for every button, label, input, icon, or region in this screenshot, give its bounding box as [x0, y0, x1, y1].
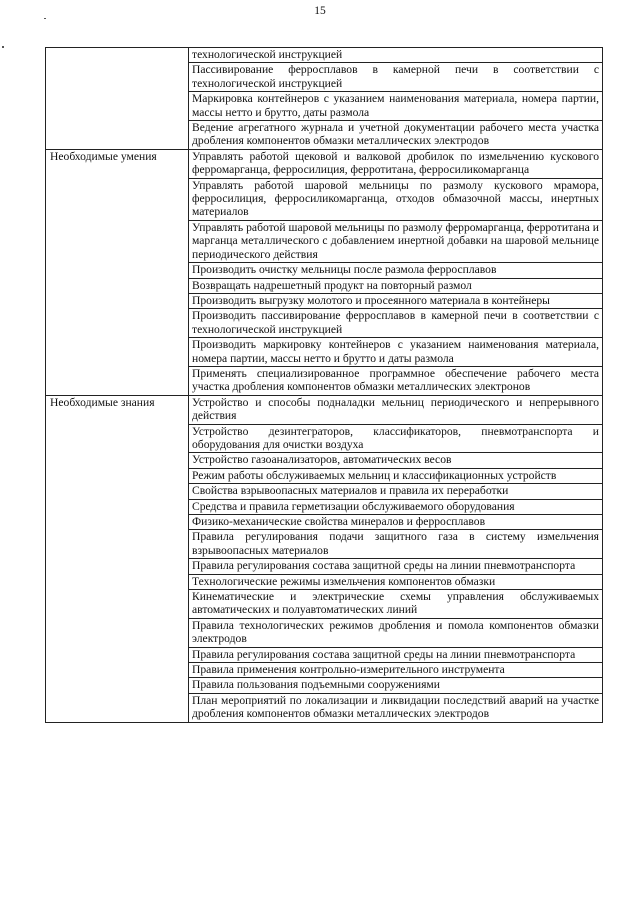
table-cell: Управлять работой шаровой мельницы по размолу кускового мрамора, ферросилиция, ферросиликомарганца, отходов обмазочной массы, инертных материалов — [189, 178, 603, 220]
table-cell: Возвращать надрешетный продукт на повторный размол — [189, 278, 603, 293]
table-cell: Управлять работой шаровой мельницы по размолу ферромарганца, ферротитана и марганца металлического с добавлением инертной добавки на шаровой мельнице периодического действия — [189, 220, 603, 262]
table-cell: Управлять работой щековой и валковой дробилок по измельчению кускового ферромарганца, ферросилиция, ферротитана, ферросиликомарганца — [189, 149, 603, 178]
table-cell: Применять специализированное программное обеспечение рабочего места участка дробления компонентов обмазки металлических электронов — [189, 366, 603, 395]
group-label: Необходимые знания — [46, 395, 189, 722]
group-label — [46, 48, 189, 150]
table-cell: Устройство газоанализаторов, автоматических весов — [189, 453, 603, 468]
group-label: Необходимые умения — [46, 149, 189, 395]
page-number: 15 — [314, 5, 326, 17]
table-cell: Физико-механические свойства минералов и ферросплавов — [189, 515, 603, 530]
table-cell: Правила регулирования подачи защитного газа в систему измельчения взрывоопасных материалов — [189, 530, 603, 559]
scan-speck — [2, 46, 4, 48]
table-row — [46, 48, 603, 63]
table-cell: Правила технологических режимов дробления и помола компонентов обмазки электродов — [189, 618, 603, 647]
table-cell: Пассивирование ферросплавов в камерной печи в соответствии с технологической инструкцией — [189, 63, 603, 92]
competency-table — [45, 47, 603, 723]
table-row — [46, 395, 603, 424]
table-cell: Ведение агрегатного журнала и учетной документации рабочего места участка дробления компонентов обмазки металлических электродов — [189, 121, 603, 150]
table-cell: Правила применения контрольно-измерительного инструмента — [189, 663, 603, 678]
table-cell: Устройство дезинтеграторов, классификаторов, пневмотранспорта и оборудования для очистки воздуха — [189, 424, 603, 453]
table-cell: Режим работы обслуживаемых мельниц и классификационных устройств — [189, 468, 603, 483]
table-cell: Правила регулирования состава защитной среды на линии пневмотранспорта — [189, 559, 603, 574]
table-cell: Производить выгрузку молотого и просеянного материала в контейнеры — [189, 293, 603, 308]
table-cell: Маркировка контейнеров с указанием наименования материала, номера партии, массы нетто и брутто, даты размола — [189, 92, 603, 121]
table-cell: Кинематические и электрические схемы управления обслуживаемых автоматических и полуавтоматических линий — [189, 590, 603, 619]
table-cell: Производить пассивирование ферросплавов в камерной печи в соответствии с технологической инструкцией — [189, 309, 603, 338]
table-cell: План мероприятий по локализации и ликвидации последствий аварий на участке дробления компонентов обмазки металлических электродов — [189, 693, 603, 722]
table-cell: Производить очистку мельницы после размола ферросплавов — [189, 263, 603, 278]
table-cell: технологической инструкцией — [189, 48, 603, 63]
table-cell: Устройство и способы подналадки мельниц периодического и непрерывного действия — [189, 395, 603, 424]
table-cell: Технологические режимы измельчения компонентов обмазки — [189, 574, 603, 589]
scan-speck — [44, 18, 46, 19]
table-cell: Правила пользования подъемными сооружениями — [189, 678, 603, 693]
table-cell: Средства и правила герметизации обслуживаемого оборудования — [189, 499, 603, 514]
table-cell: Свойства взрывоопасных материалов и правила их переработки — [189, 484, 603, 499]
table-cell: Правила регулирования состава защитной среды на линии пневмотранспорта — [189, 647, 603, 662]
table-row — [46, 149, 603, 178]
table-cell: Производить маркировку контейнеров с указанием наименования материала, номера партии, массы нетто и брутто и даты размола — [189, 338, 603, 367]
